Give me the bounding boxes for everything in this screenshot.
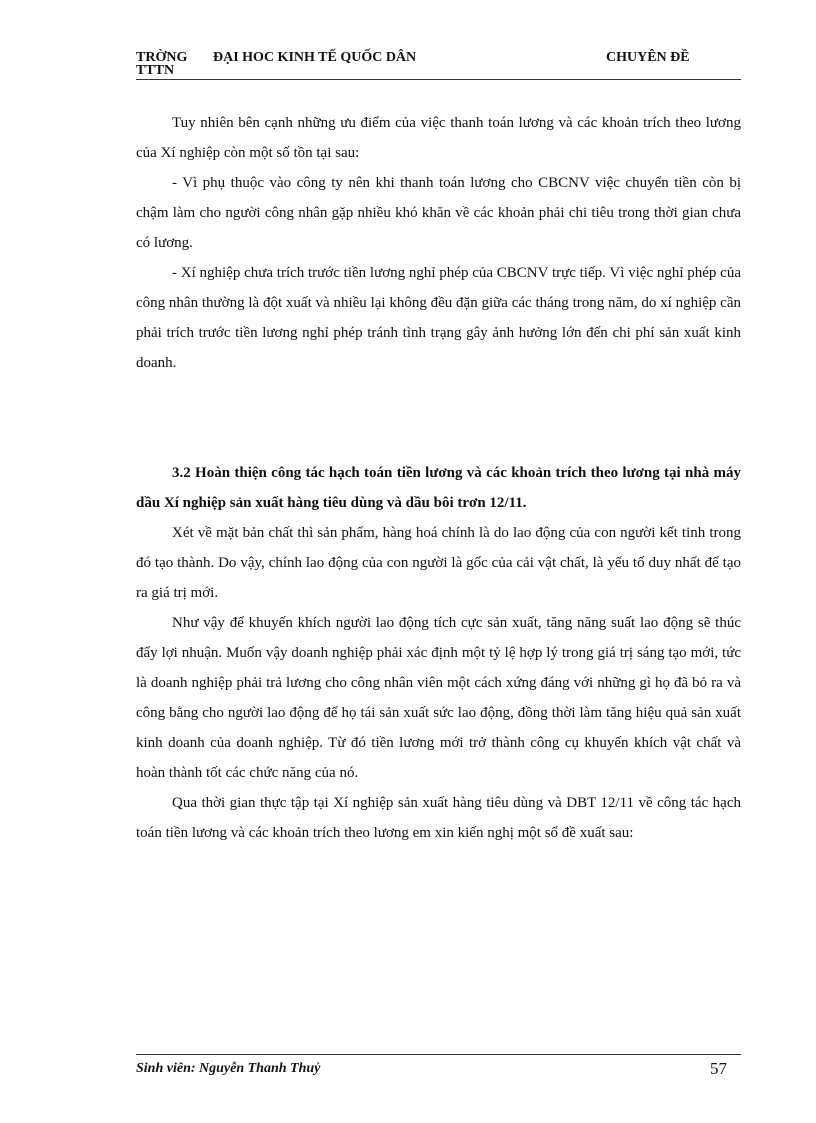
school-name-wrap: TTTN — [136, 63, 175, 78]
page-header — [136, 51, 741, 80]
paragraph: Tuy nhiên bên cạnh những ưu điểm của việc thanh toán lương và các khoản trích theo lương của Xí nghiệp còn một số tồn tại sau: — [136, 115, 741, 161]
page-number: 57 — [710, 1059, 727, 1078]
section-label: CHUYÊN ĐỀ — [606, 50, 690, 65]
spacer — [136, 378, 741, 458]
school-name-rest: ĐẠI HOC KINH TẾ QUỐC DÂN — [213, 50, 417, 65]
student-name: Sinh viên: Nguyễn Thanh Thuỷ — [136, 1061, 321, 1076]
school-word-1: TRỜNG — [136, 50, 188, 65]
paragraph: Như vậy để khuyến khích người lao động tích cực sản xuất, tăng năng suất lao động sẽ thúc đẩy lợi nhuận. Muốn vậy doanh nghiệp phải xác định một tỷ lệ hợp lý trong giá trị sáng tạo mới, tức là doanh nghiệp phải trả lương cho công nhân viên một cách xứng đáng với những gì họ đã bỏ ra và công bằng cho người lao động để họ tái sản xuất sức lao động, đồng thời làm tăng hiệu quả sản xuất kinh doanh của doanh nghiệp. Từ đó tiền lương mới trở thành công cụ khuyến khích vật chất và hoàn thành tốt các chức năng của nó. — [136, 615, 741, 781]
paragraph: - Xí nghiệp chưa trích trước tiền lương nghỉ phép của CBCNV trực tiếp. Vì việc nghỉ phép của công nhân thường là đột xuất và nhiều lại không đều đặn giữa các tháng trong năm, do xí nghiệp cần phải trích trước tiền lương nghỉ phép tránh tình trạng gây ảnh hưởng lớn đến chi phí sản xuất kinh doanh. — [136, 265, 741, 371]
paragraph: - Vì phụ thuộc vào công ty nên khi thanh toán lương cho CBCNV việc chuyển tiền còn bị chậm làm cho người công nhân gặp nhiều khó khăn về các khoản phải chi tiêu trong thời gian chưa có lương. — [136, 175, 741, 251]
page-body — [136, 108, 741, 848]
paragraph: Qua thời gian thực tập tại Xí nghiệp sản xuất hàng tiêu dùng và DBT 12/11 về công tác hạch toán tiền lương và các khoản trích theo lương em xin kiến nghị một số đề xuất sau: — [136, 795, 741, 841]
school-name — [136, 50, 417, 78]
paragraph: Xét về mặt bản chất thì sản phẩm, hàng hoá chính là do lao động của con người kết tinh trong đó tạo thành. Do vậy, chính lao động của con người là gốc của cải vật chất, là yếu tố duy nhất để tạo ra giá trị mới. — [136, 525, 741, 601]
section-heading: 3.2 Hoàn thiện công tác hạch toán tiền lương và các khoản trích theo lương tại nhà máy dầu Xí nghiệp sản xuất hàng tiêu dùng và dầu bôi trơn 12/11. — [136, 465, 741, 511]
page-footer — [136, 1054, 741, 1085]
